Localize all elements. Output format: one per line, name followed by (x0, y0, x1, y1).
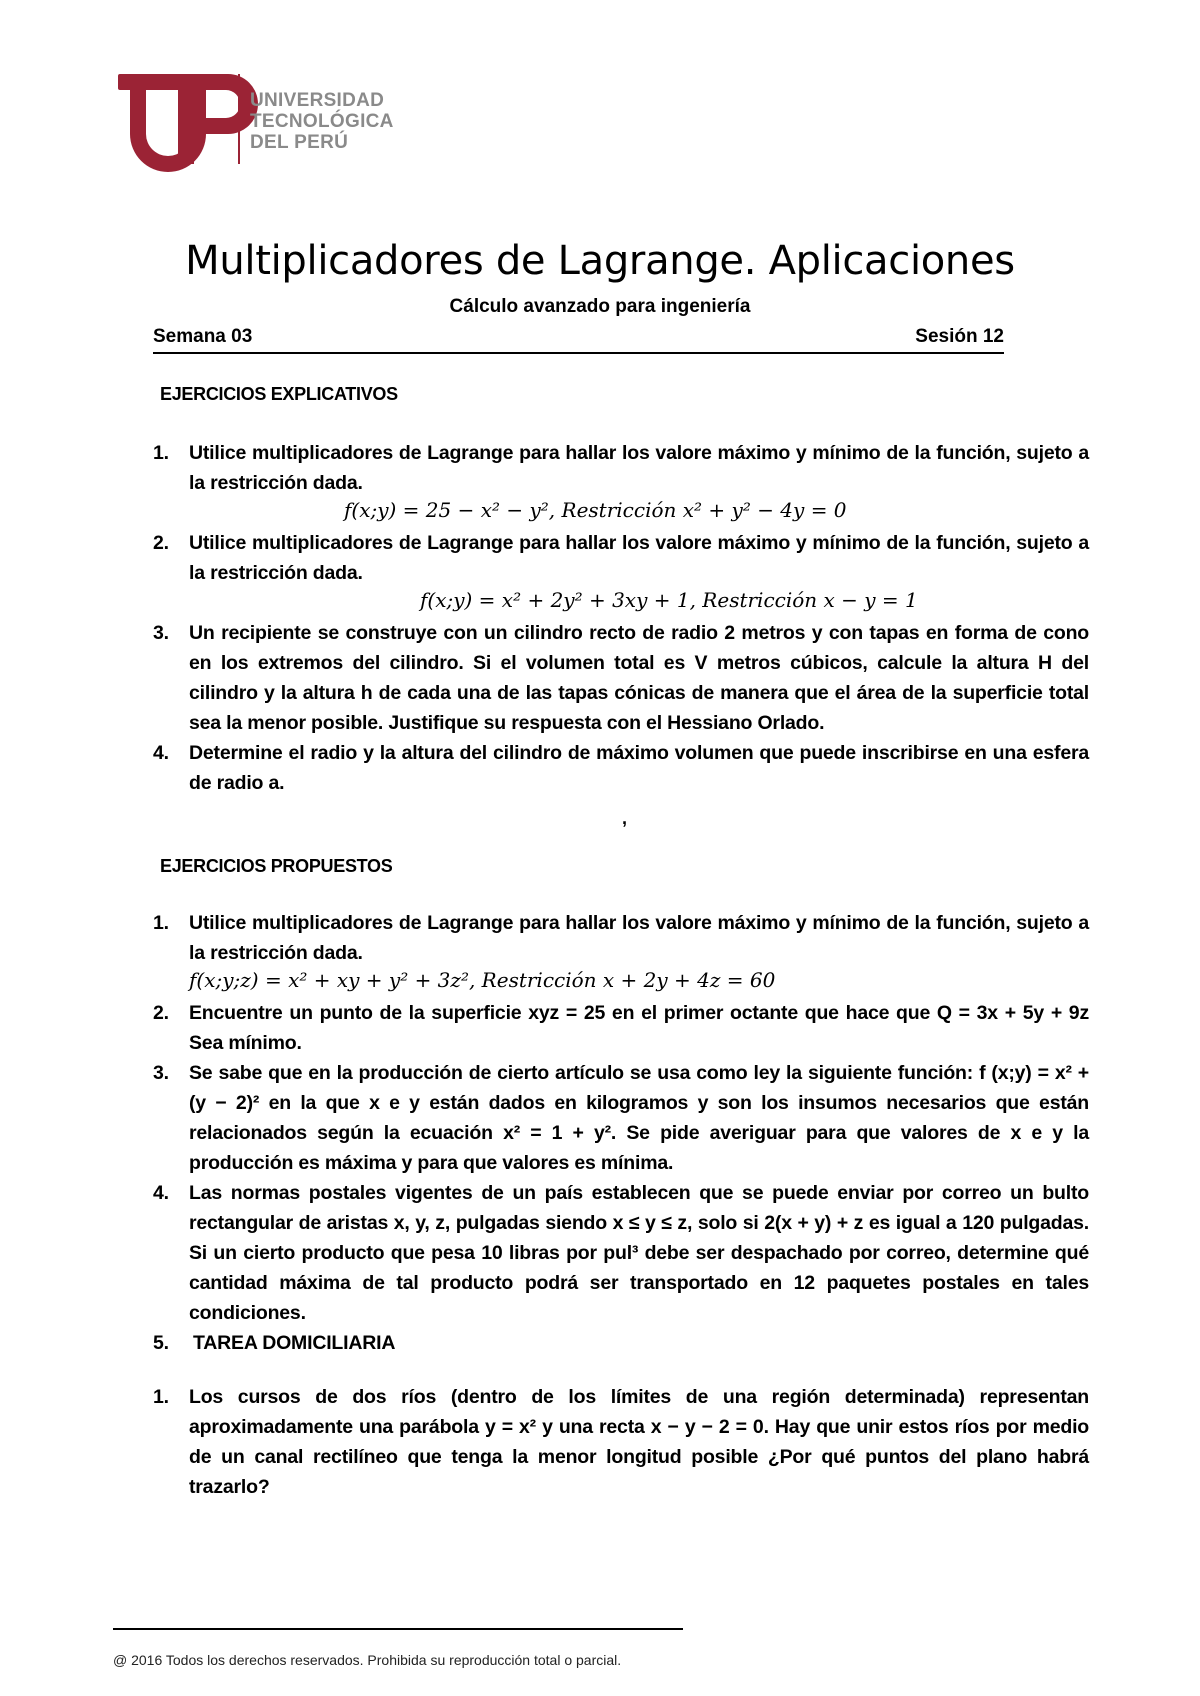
equation: f(x;y) = 25 − x² − y², Restricción x² + y² − 4y = 0 (344, 498, 847, 522)
item-number: 2. (153, 532, 169, 554)
item-text: Utilice multiplicadores de Lagrange para hallar los valore máximo y mínimo de la función, sujeto a la restricción dada. (189, 912, 1089, 964)
item-number: 4. (153, 1182, 169, 1204)
page-title: Multiplicadores de Lagrange. Aplicaciones (185, 238, 1015, 284)
section-heading-propuestos: EJERCICIOS PROPUESTOS (160, 856, 393, 876)
meta-row (153, 326, 1004, 354)
footer-copyright: @ 2016 Todos los derechos reservados. Prohibida su reproducción total o parcial. (113, 1652, 622, 1668)
session-label: Sesión 12 (915, 326, 1004, 347)
logo-line-1: UNIVERSIDAD (250, 90, 385, 111)
equation: f(x;y;z) = x² + xy + y² + 3z², Restricción x + 2y + 4z = 60 (189, 968, 776, 992)
stray-mark: , (622, 808, 628, 828)
week-label: Semana 03 (153, 326, 253, 347)
item-number: 3. (153, 622, 169, 644)
item-number: 4. (153, 742, 169, 764)
footer-divider (113, 1628, 683, 1630)
logo-line-2: TECNOLÓGICA (250, 111, 394, 132)
item-text: Se sabe que en la producción de cierto artículo se usa como ley la siguiente función: f (x;y) = x² + (y − 2)² en la que x e y están dados en kilogramos y son los insumos necesarios que están relacionados según la ecuación x² = 1 + y². Se pide averiguar para que valores de x e y la producción es máxima y para que valores es mínima. (189, 1062, 1089, 1174)
item-number: 1. (153, 442, 169, 464)
item-text: Utilice multiplicadores de Lagrange para hallar los valore máximo y mínimo de la función, sujeto a la restricción dada. (189, 532, 1089, 584)
item-text: Los cursos de dos ríos (dentro de los límites de una región determinada) representan aproximadamente una parábola y = x² y una recta x − y − 2 = 0. Hay que unir estos ríos por medio de un canal rectilíneo que tenga la menor longitud posible ¿Por qué puntos del plano habrá trazarlo? (189, 1386, 1089, 1498)
item-number: 5. (153, 1332, 169, 1354)
item-text: Utilice multiplicadores de Lagrange para hallar los valore máximo y mínimo de la función, sujeto a la restricción dada. (189, 442, 1089, 494)
course-subtitle: Cálculo avanzado para ingeniería (449, 296, 751, 317)
item-text: Un recipiente se construye con un cilindro recto de radio 2 metros y con tapas en forma de cono en los extremos del cilindro. Si el volumen total es V metros cúbicos, calcule la altura H del cilindro y la altura h de cada una de las tapas cónicas de manera que el área de la superficie total sea la menor posible. Justifique su respuesta con el Hessiano Orlado. (189, 622, 1089, 734)
item-text: Encuentre un punto de la superficie xyz = 25 en el primer octante que hace que Q = 3x + 5y + 9z Sea mínimo. (189, 1002, 1089, 1054)
item-number: 2. (153, 1002, 169, 1024)
logo-text (250, 90, 394, 153)
section-title: TAREA DOMICILIARIA (193, 1332, 396, 1354)
item-number: 1. (153, 912, 169, 934)
logo-line-3: DEL PERÚ (250, 132, 349, 153)
equation: f(x;y) = x² + 2y² + 3xy + 1, Restricción x − y = 1 (420, 588, 918, 612)
item-text: Las normas postales vigentes de un país establecen que se puede enviar por correo un bulto rectangular de aristas x, y, z, pulgadas siendo x ≤ y ≤ z, solo si 2(x + y) + z es igual a 120 pulgadas. Si un cierto producto que pesa 10 libras por pul³ debe ser despachado por correo, determine qué cantidad máxima de tal producto podrá ser transportado en 12 paquetes postales en tales condiciones. (189, 1182, 1089, 1324)
item-text: Determine el radio y la altura del cilindro de máximo volumen que puede inscribirse en una esfera de radio a. (189, 742, 1089, 794)
section-heading-explicativos: EJERCICIOS EXPLICATIVOS (160, 384, 398, 404)
item-number: 1. (153, 1386, 169, 1408)
item-number: 3. (153, 1062, 169, 1084)
